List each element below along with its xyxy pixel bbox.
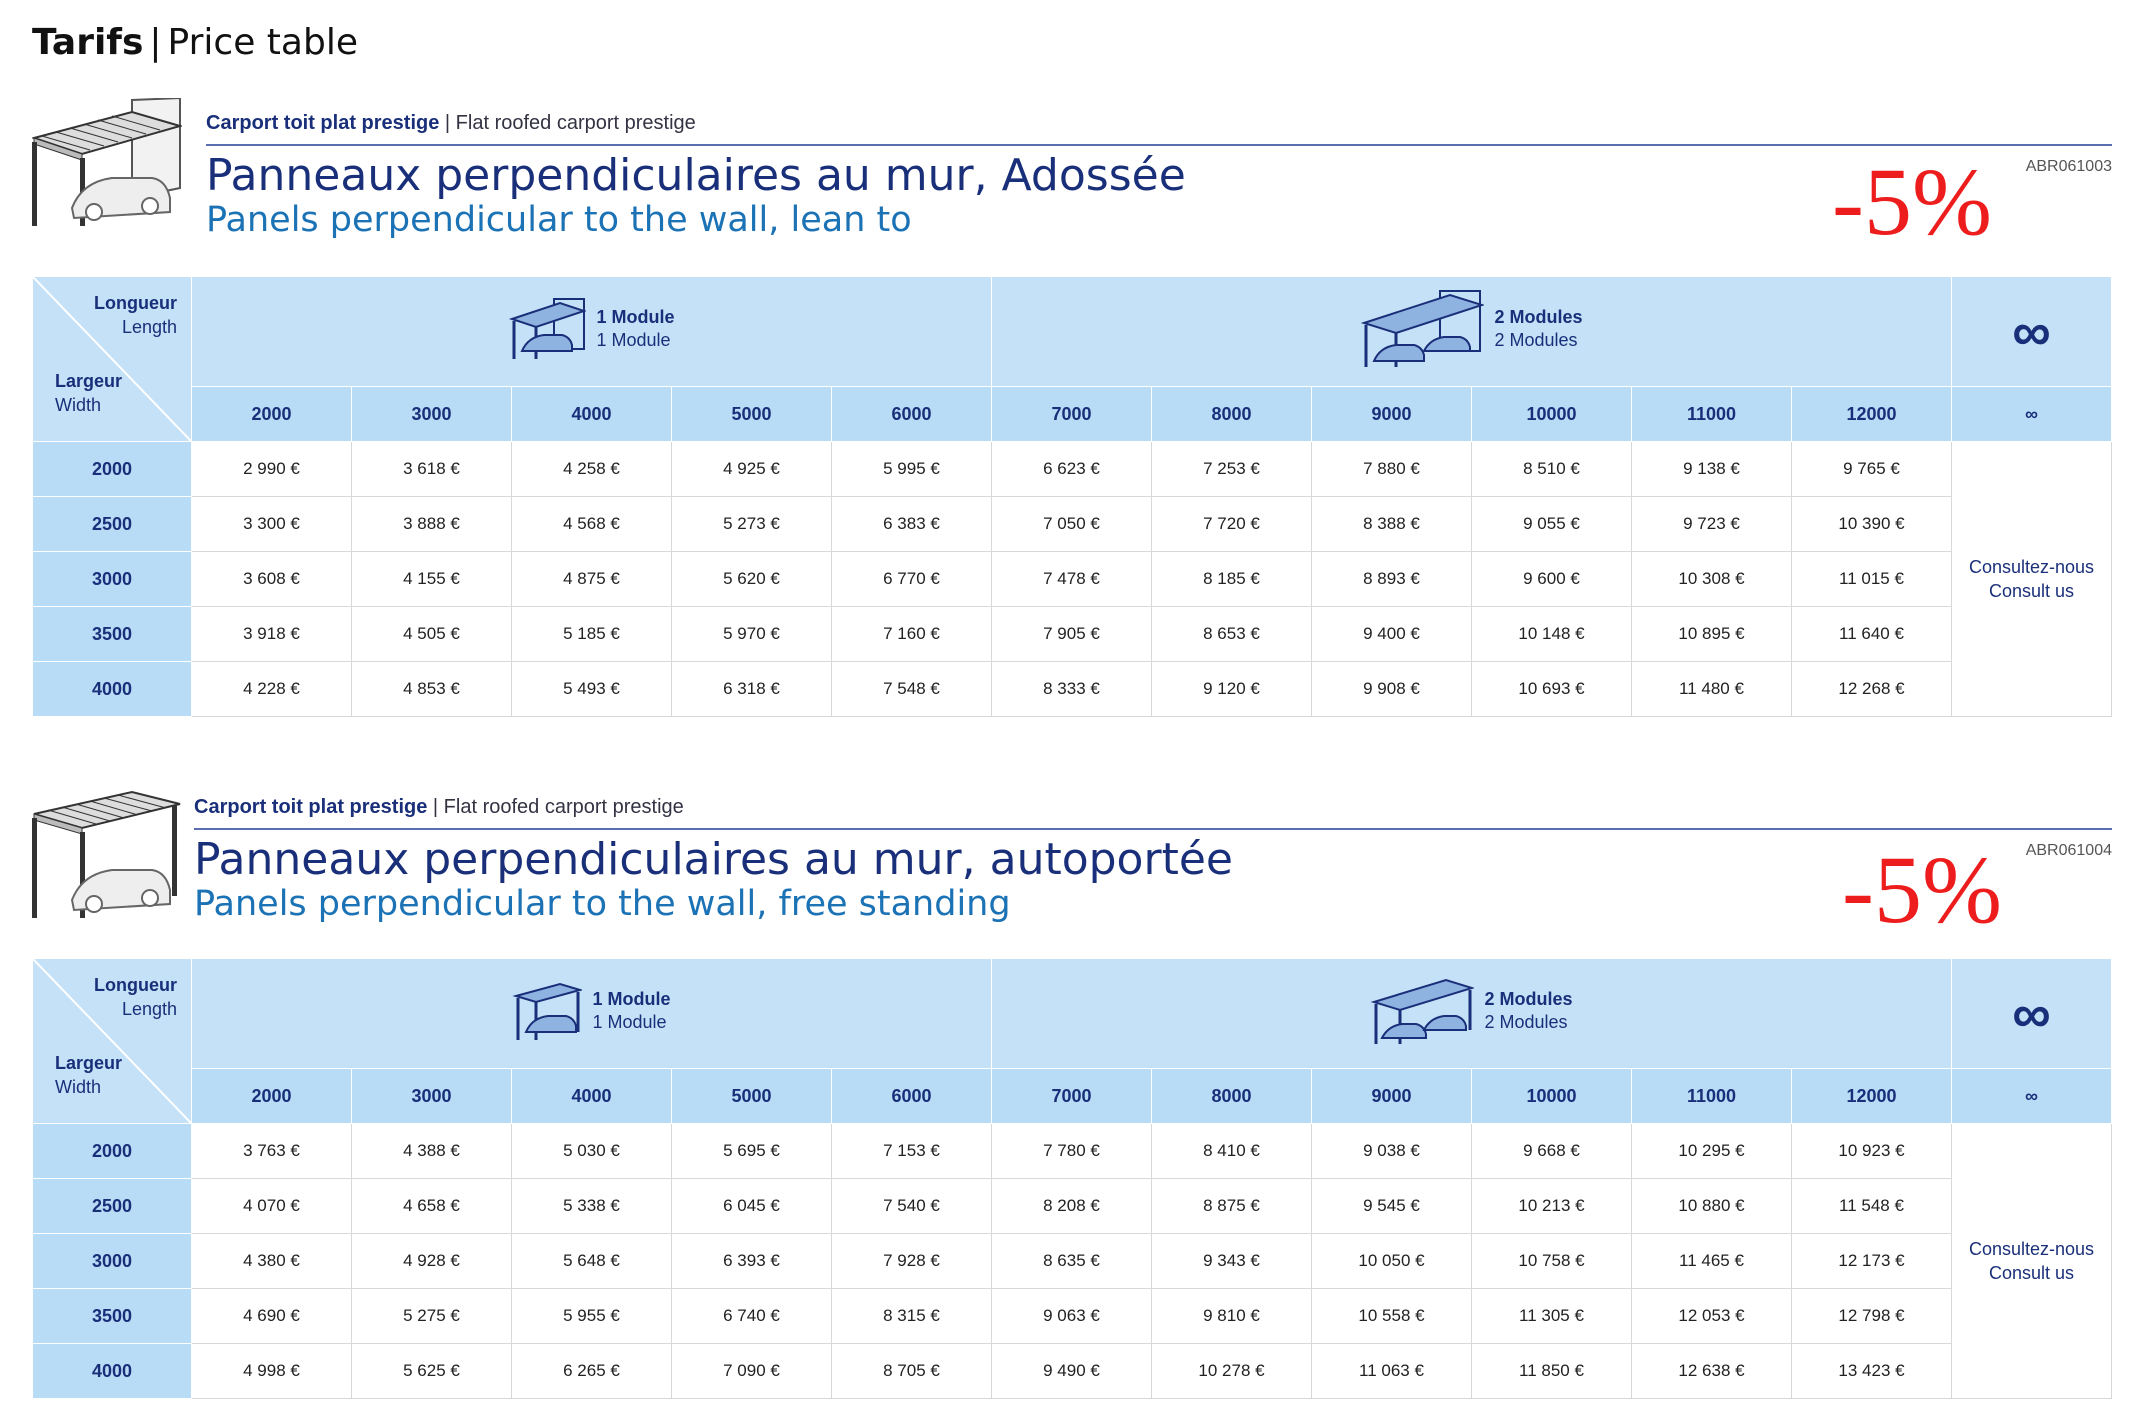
price-cell: 9 120 € [1152, 662, 1312, 717]
table-corner-header [33, 277, 192, 442]
product-line-rest: | Flat roofed carport prestige [432, 796, 684, 818]
carport-1-module-icon [512, 980, 582, 1042]
row-header-width: 4000 [33, 1344, 192, 1399]
page-title [32, 22, 358, 63]
column-header: 9000 [1312, 1069, 1472, 1124]
page-title-rest: Price table [167, 22, 358, 63]
price-table [32, 958, 2112, 1399]
column-header: 2000 [192, 387, 352, 442]
price-cell: 8 315 € [832, 1289, 992, 1344]
section-title-fr: Panneaux perpendiculaires au mur, Adossée [206, 150, 1186, 201]
price-cell: 5 955 € [512, 1289, 672, 1344]
table-row [33, 1179, 2112, 1234]
price-cell: 12 053 € [1632, 1289, 1792, 1344]
price-cell: 6 393 € [672, 1234, 832, 1289]
price-cell: 8 893 € [1312, 552, 1472, 607]
consult-us-cell [1952, 1124, 2112, 1399]
price-cell: 3 300 € [192, 497, 352, 552]
column-header: 11000 [1632, 1069, 1792, 1124]
section-header [32, 780, 2112, 956]
price-cell: 8 653 € [1152, 607, 1312, 662]
discount-badge: -5% [1842, 836, 2002, 943]
module1-header [192, 959, 992, 1069]
price-cell: 5 970 € [672, 607, 832, 662]
row-header-width: 3000 [33, 552, 192, 607]
table-row [33, 1234, 2112, 1289]
product-line-bold: Carport toit plat prestige [206, 112, 440, 134]
price-cell: 10 148 € [1472, 607, 1632, 662]
section-title-fr: Panneaux perpendiculaires au mur, autoportée [194, 834, 1233, 885]
product-reference: ABR061004 [2025, 842, 2112, 859]
product-line-bold: Carport toit plat prestige [194, 796, 428, 818]
price-cell: 4 998 € [192, 1344, 352, 1399]
length-en: Length [121, 999, 177, 1019]
header-rule [206, 144, 2112, 146]
carport-2-modules-icon [1370, 976, 1474, 1046]
price-cell: 3 618 € [352, 442, 512, 497]
price-cell: 7 253 € [1152, 442, 1312, 497]
width-label [55, 1051, 122, 1099]
price-cell: 9 063 € [992, 1289, 1152, 1344]
price-cell: 9 600 € [1472, 552, 1632, 607]
column-header: 5000 [672, 387, 832, 442]
module2-header [992, 277, 1952, 387]
price-cell: 6 265 € [512, 1344, 672, 1399]
width-fr: Largeur [55, 371, 123, 391]
price-cell: 4 070 € [192, 1179, 352, 1234]
column-header: ∞ [1952, 1069, 2112, 1124]
width-label [55, 369, 122, 417]
column-header: 12000 [1792, 1069, 1952, 1124]
price-cell: 5 273 € [672, 497, 832, 552]
price-cell: 8 208 € [992, 1179, 1152, 1234]
price-cell: 8 510 € [1472, 442, 1632, 497]
price-cell: 13 423 € [1792, 1344, 1952, 1399]
price-cell: 11 305 € [1472, 1289, 1632, 1344]
consult-us-cell [1952, 442, 2112, 717]
row-header-width: 2500 [33, 497, 192, 552]
price-cell: 4 875 € [512, 552, 672, 607]
consult-en: Consult us [1988, 1263, 2075, 1283]
table-row [33, 607, 2112, 662]
module1-en: 1 Module [592, 1012, 667, 1032]
page-title-bold: Tarifs [32, 22, 144, 63]
length-fr: Longueur [94, 975, 177, 995]
price-cell: 6 623 € [992, 442, 1152, 497]
price-table [32, 276, 2112, 717]
price-section-lean-to [32, 96, 2112, 699]
price-cell: 8 410 € [1152, 1124, 1312, 1179]
price-cell: 7 720 € [1152, 497, 1312, 552]
table-corner-header [33, 959, 192, 1124]
module1-fr: 1 Module [596, 307, 675, 327]
module1-fr: 1 Module [592, 989, 671, 1009]
price-cell: 9 138 € [1632, 442, 1792, 497]
price-cell: 10 880 € [1632, 1179, 1792, 1234]
consult-en: Consult us [1988, 581, 2075, 601]
row-header-width: 2500 [33, 1179, 192, 1234]
price-cell: 8 705 € [832, 1344, 992, 1399]
price-cell: 10 693 € [1472, 662, 1632, 717]
price-cell: 7 160 € [832, 607, 992, 662]
price-cell: 4 658 € [352, 1179, 512, 1234]
price-cell: 9 765 € [1792, 442, 1952, 497]
price-cell: 8 333 € [992, 662, 1152, 717]
price-cell: 4 568 € [512, 497, 672, 552]
price-cell: 9 668 € [1472, 1124, 1632, 1179]
price-cell: 7 905 € [992, 607, 1152, 662]
price-table-body [33, 442, 2112, 717]
price-cell: 10 895 € [1632, 607, 1792, 662]
column-header: ∞ [1952, 387, 2112, 442]
module2-fr: 2 Modules [1494, 307, 1583, 327]
product-line-rest: | Flat roofed carport prestige [444, 112, 696, 134]
price-cell: 9 400 € [1312, 607, 1472, 662]
price-cell: 10 758 € [1472, 1234, 1632, 1289]
price-cell: 11 465 € [1632, 1234, 1792, 1289]
table-row [33, 497, 2112, 552]
module2-fr: 2 Modules [1484, 989, 1573, 1009]
price-cell: 10 390 € [1792, 497, 1952, 552]
length-label [94, 973, 177, 1021]
discount-badge: -5% [1832, 148, 1992, 255]
price-section-free-standing [32, 780, 2112, 1381]
product-line-label [194, 796, 684, 819]
price-cell: 7 928 € [832, 1234, 992, 1289]
price-cell: 9 545 € [1312, 1179, 1472, 1234]
module2-en: 2 Modules [1484, 1012, 1568, 1032]
price-cell: 8 388 € [1312, 497, 1472, 552]
price-cell: 5 995 € [832, 442, 992, 497]
price-cell: 4 380 € [192, 1234, 352, 1289]
price-cell: 11 640 € [1792, 607, 1952, 662]
price-cell: 12 798 € [1792, 1289, 1952, 1344]
module1-en: 1 Module [596, 330, 671, 350]
price-cell: 6 318 € [672, 662, 832, 717]
price-cell: 5 275 € [352, 1289, 512, 1344]
price-cell: 9 810 € [1152, 1289, 1312, 1344]
price-cell: 10 308 € [1632, 552, 1792, 607]
price-cell: 8 185 € [1152, 552, 1312, 607]
column-header: 12000 [1792, 387, 1952, 442]
price-cell: 4 155 € [352, 552, 512, 607]
carport-lean-to-illustration [32, 98, 182, 228]
section-header [32, 96, 2112, 272]
column-header: 8000 [1152, 1069, 1312, 1124]
header-rule [194, 828, 2112, 830]
column-header: 2000 [192, 1069, 352, 1124]
module2-en: 2 Modules [1494, 330, 1578, 350]
price-cell: 8 875 € [1152, 1179, 1312, 1234]
price-cell: 12 173 € [1792, 1234, 1952, 1289]
table-row [33, 1289, 2112, 1344]
module1-header [192, 277, 992, 387]
price-cell: 9 723 € [1632, 497, 1792, 552]
price-cell: 3 763 € [192, 1124, 352, 1179]
price-cell: 10 213 € [1472, 1179, 1632, 1234]
price-cell: 5 338 € [512, 1179, 672, 1234]
page-title-separator: | [149, 22, 162, 63]
width-en: Width [55, 395, 102, 415]
column-header: 8000 [1152, 387, 1312, 442]
consult-fr: Consultez-nous [1968, 557, 2095, 577]
price-cell: 11 850 € [1472, 1344, 1632, 1399]
price-cell: 11 063 € [1312, 1344, 1472, 1399]
table-row [33, 662, 2112, 717]
price-cell: 3 918 € [192, 607, 352, 662]
width-en: Width [55, 1077, 102, 1097]
infinity-header: ∞ [1952, 277, 2112, 387]
column-header: 7000 [992, 1069, 1152, 1124]
price-cell: 4 690 € [192, 1289, 352, 1344]
price-cell: 7 050 € [992, 497, 1152, 552]
consult-fr: Consultez-nous [1968, 1239, 2095, 1259]
column-header: 3000 [352, 1069, 512, 1124]
price-cell: 7 540 € [832, 1179, 992, 1234]
price-cell: 12 638 € [1632, 1344, 1792, 1399]
price-cell: 4 388 € [352, 1124, 512, 1179]
price-cell: 7 548 € [832, 662, 992, 717]
price-cell: 4 505 € [352, 607, 512, 662]
length-fr: Longueur [94, 293, 177, 313]
price-cell: 7 090 € [672, 1344, 832, 1399]
carport-2-modules-icon [1360, 289, 1484, 369]
price-cell: 6 740 € [672, 1289, 832, 1344]
price-table-body [33, 1124, 2112, 1399]
price-cell: 8 635 € [992, 1234, 1152, 1289]
column-header: 4000 [512, 1069, 672, 1124]
column-header: 3000 [352, 387, 512, 442]
column-header: 11000 [1632, 387, 1792, 442]
price-cell: 9 343 € [1152, 1234, 1312, 1289]
carport-1-module-icon [508, 297, 586, 361]
price-cell: 10 050 € [1312, 1234, 1472, 1289]
price-cell: 4 228 € [192, 662, 352, 717]
column-header: 5000 [672, 1069, 832, 1124]
price-cell: 10 278 € [1152, 1344, 1312, 1399]
price-cell: 7 880 € [1312, 442, 1472, 497]
price-cell: 2 990 € [192, 442, 352, 497]
column-header: 10000 [1472, 387, 1632, 442]
row-header-width: 3000 [33, 1234, 192, 1289]
module2-header [992, 959, 1952, 1069]
price-cell: 9 055 € [1472, 497, 1632, 552]
price-cell: 5 625 € [352, 1344, 512, 1399]
length-label [94, 291, 177, 339]
column-header: 4000 [512, 387, 672, 442]
table-row [33, 1344, 2112, 1399]
price-cell: 9 490 € [992, 1344, 1152, 1399]
price-cell: 4 925 € [672, 442, 832, 497]
column-header: 6000 [832, 387, 992, 442]
column-header-row [33, 1069, 2112, 1124]
table-row [33, 552, 2112, 607]
price-cell: 7 153 € [832, 1124, 992, 1179]
price-cell: 11 015 € [1792, 552, 1952, 607]
price-cell: 5 695 € [672, 1124, 832, 1179]
column-header: 7000 [992, 387, 1152, 442]
column-header: 6000 [832, 1069, 992, 1124]
product-reference: ABR061003 [2025, 158, 2112, 175]
table-row [33, 1124, 2112, 1179]
column-header-row [33, 387, 2112, 442]
length-en: Length [121, 317, 177, 337]
section-title-en: Panels perpendicular to the wall, free standing [194, 884, 1011, 924]
column-header: 9000 [1312, 387, 1472, 442]
price-cell: 5 185 € [512, 607, 672, 662]
price-cell: 7 478 € [992, 552, 1152, 607]
product-line-label [206, 112, 696, 135]
infinity-header: ∞ [1952, 959, 2112, 1069]
price-cell: 5 493 € [512, 662, 672, 717]
row-header-width: 3500 [33, 607, 192, 662]
price-cell: 3 608 € [192, 552, 352, 607]
price-cell: 5 648 € [512, 1234, 672, 1289]
width-fr: Largeur [55, 1053, 123, 1073]
price-cell: 6 770 € [832, 552, 992, 607]
price-cell: 12 268 € [1792, 662, 1952, 717]
price-cell: 11 480 € [1632, 662, 1792, 717]
column-header: 10000 [1472, 1069, 1632, 1124]
price-cell: 4 928 € [352, 1234, 512, 1289]
section-title-en: Panels perpendicular to the wall, lean to [206, 200, 912, 240]
price-cell: 11 548 € [1792, 1179, 1952, 1234]
price-cell: 4 853 € [352, 662, 512, 717]
carport-free-standing-illustration [32, 790, 182, 920]
row-header-width: 3500 [33, 1289, 192, 1344]
price-cell: 10 923 € [1792, 1124, 1952, 1179]
price-cell: 3 888 € [352, 497, 512, 552]
price-cell: 10 295 € [1632, 1124, 1792, 1179]
price-cell: 4 258 € [512, 442, 672, 497]
row-header-width: 2000 [33, 1124, 192, 1179]
row-header-width: 4000 [33, 662, 192, 717]
price-cell: 6 383 € [832, 497, 992, 552]
price-cell: 6 045 € [672, 1179, 832, 1234]
price-cell: 10 558 € [1312, 1289, 1472, 1344]
table-row [33, 442, 2112, 497]
price-cell: 7 780 € [992, 1124, 1152, 1179]
price-cell: 5 030 € [512, 1124, 672, 1179]
row-header-width: 2000 [33, 442, 192, 497]
price-cell: 9 038 € [1312, 1124, 1472, 1179]
price-cell: 5 620 € [672, 552, 832, 607]
price-cell: 9 908 € [1312, 662, 1472, 717]
